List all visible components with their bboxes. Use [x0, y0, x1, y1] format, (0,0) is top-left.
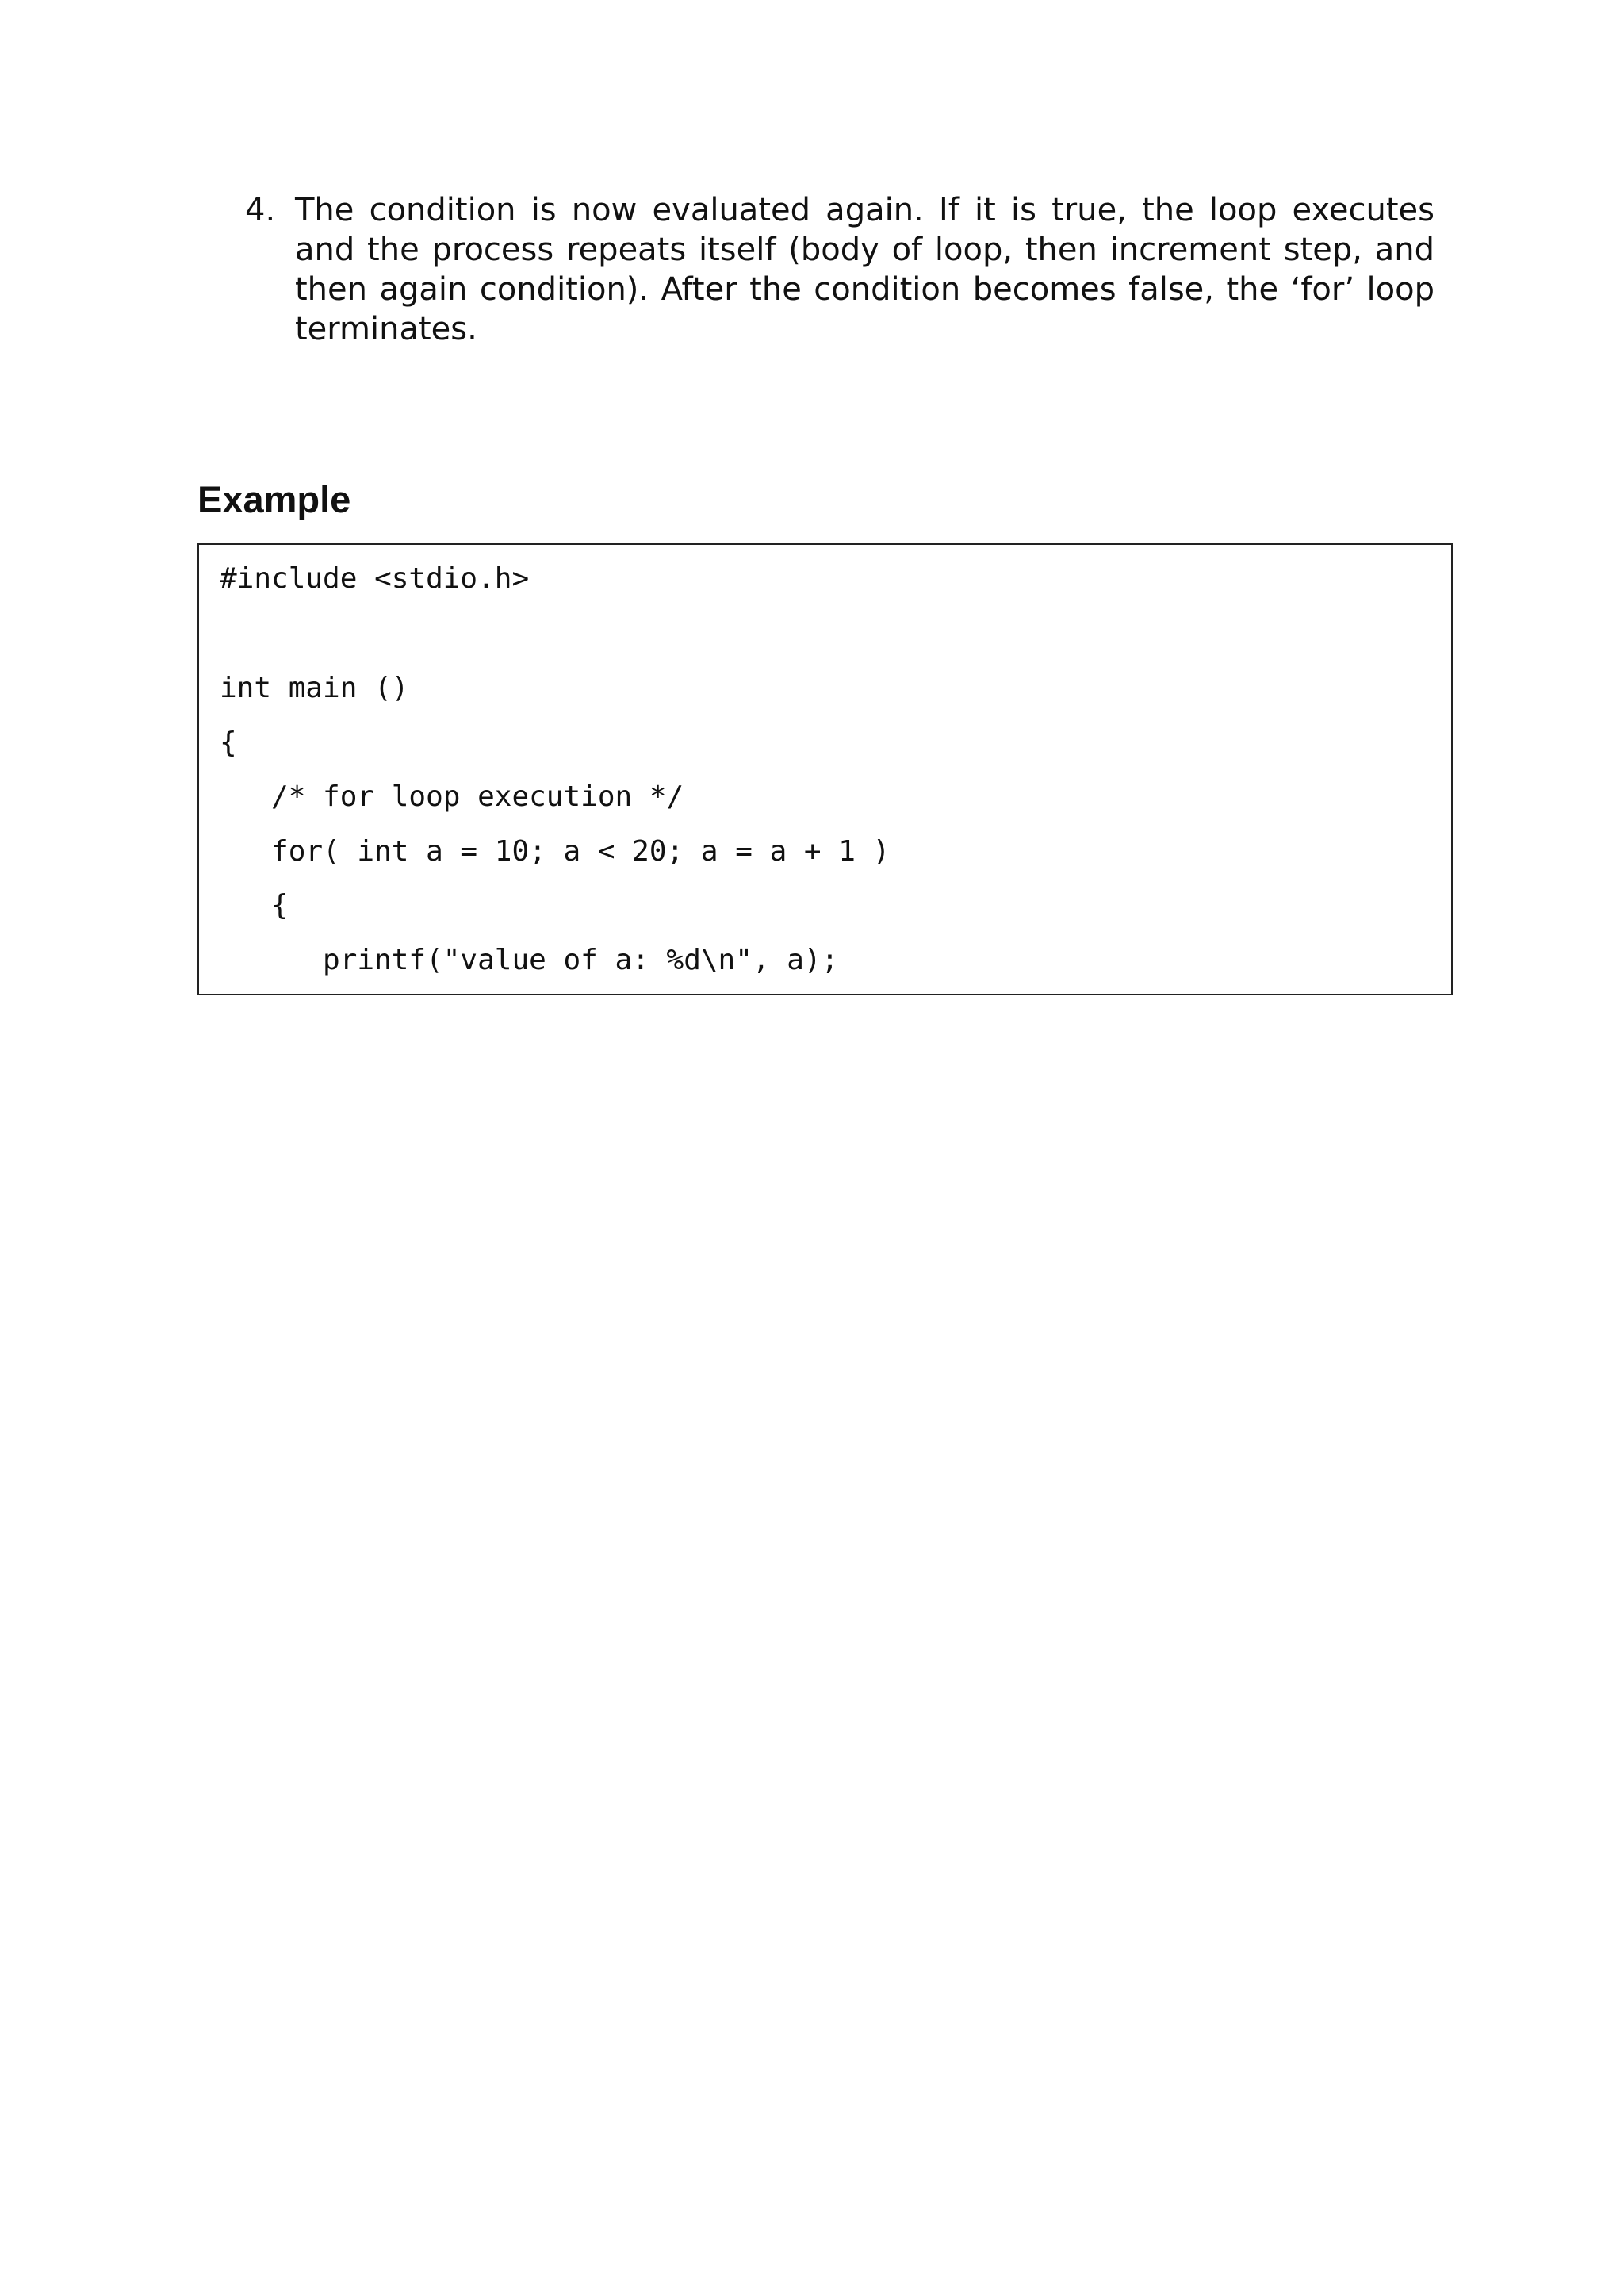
code-block: [197, 543, 1453, 995]
example-heading: Example: [197, 478, 351, 520]
code-line: for( int a = 10; a < 20; a = a + 1 ): [220, 835, 891, 868]
list-item-text: The condition is now evaluated again. If it is true, the loop executes and the process repeats itself (body of loop, then increment step, and then again condition). After the condition becomes false, the ‘for’ loop terminates.: [295, 192, 1434, 347]
list-item-number: 4.: [245, 192, 276, 228]
code-line: #include <stdio.h>: [220, 562, 530, 595]
code-line: printf("value of a: %d\n", a);: [220, 944, 839, 976]
code-line: {: [220, 889, 289, 922]
code-line: {: [220, 726, 237, 759]
code-line: /* for loop execution */: [220, 780, 684, 813]
code-line: int main (): [220, 672, 409, 704]
numbered-list-item: [245, 190, 1434, 349]
